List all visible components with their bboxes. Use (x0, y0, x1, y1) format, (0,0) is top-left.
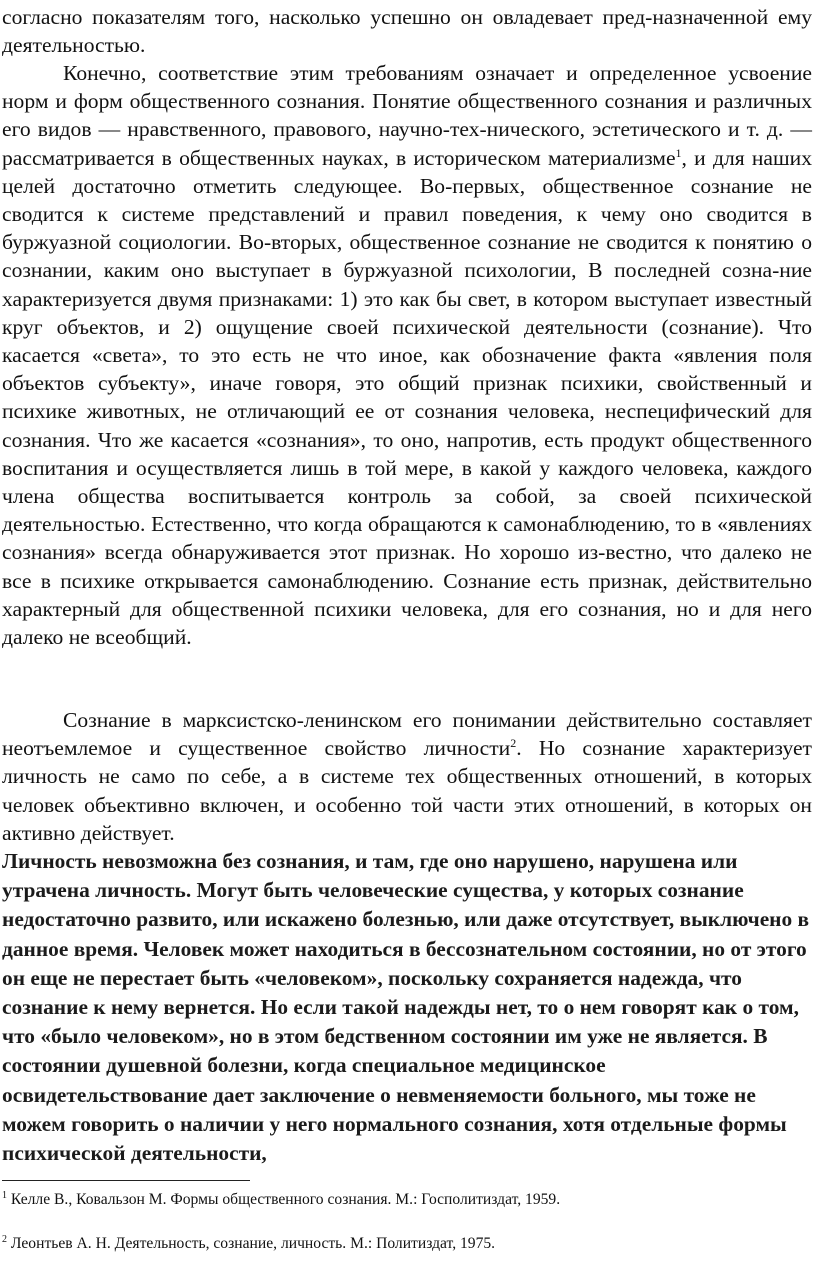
footnote-mark: 2 (2, 1233, 7, 1245)
paragraph-continuation: согласно показателям того, насколько успешно он овладевает пред-назначенной ему деятельностью. (2, 5, 812, 58)
paragraph-personality: Личность невозможна без сознания, и там, где оно нарушено, нарушена или утрачена личность. Могут быть человеческие существа, у которых сознание недостаточно развито, или искажено болезнью, или даже отсутствует, выключено в данное время. Человек может находиться в бессознательном состоянии, но от этого он еще не перестает быть «человеком», поскольку сохраняется надежда, что сознание к нему вернется. Но если такой надежды нет, то о нем говорят как о том, что «было человеком», но в этом бедственном состоянии им уже не является. В состоянии душевной болезни, когда специальное медицинское освидетельствование дает заключение о невменяемости больного, мы тоже не можем говорить о наличии у него нормального сознания, хотя отдельные формы психической деятельности, (2, 849, 810, 1166)
footnote-1 (2, 1191, 802, 1209)
paragraph-marxist-consciousness (2, 706, 812, 847)
footnote-text: Келле В., Ковальзон М. Формы общественного сознания. М.: Госполитиздат, 1959. (10, 1191, 561, 1208)
paragraph-text: Сознание в марксистско-ленинском его понимании действительно составляет неотъемлемое и существенное свойство личности (2, 708, 812, 761)
footnote-mark: 1 (2, 1189, 7, 1201)
paragraph-text: Конечно, соответствие этим требованиям означает и определенное усвоение норм и форм общественного сознания. Понятие общественного сознания и различных его видов — нравственного, правового, научно-тех-нического, эстетического и т. д. — рассматривается в общественных науках, в историческом материализме (2, 61, 812, 170)
footnote-text: Леонтьев А. Н. Деятельность, сознание, личность. М.: Политиздат, 1975. (10, 1235, 496, 1252)
paragraph-text: и для наших целей достаточно отметить следующее. Во-первых, общественное сознание не сводится к системе представлений и правил поведения, к чему оно сводится в буржуазной социологии. Во-вторых, общественное сознание не сводится к понятию о сознании, каким оно выступает в буржуазной психологии, В последней созна-ние характеризуется двумя признаками: 1) это как бы свет, в котором выступает известный круг объектов, и 2) ощущение своей психической деятельности (сознание). Что касается «света», то это есть не что иное, как обозначение факта «явления поля объектов субъекту», иначе говоря, это общий признак психики, свойственный и психике животных, не отличающий ее от сознания человека, неспецифический для сознания. Что же касается «сознания», то оно, напротив, есть продукт общественного воспитания и осуществляется лишь в той мере, в какой у каждого человека, каждого члена общества воспитывается контроль за собой, за своей психической деятельностью. Естественно, что когда обращаются к самонаблюдению, то в «явлениях сознания» всегда обнаруживается этот признак. Но хорошо из-вестно, что далеко не все в психике открывается самонаблюдению. Сознание есть признак, действительно характерный для общественной психики человека, для его сознания, но и для него далеко не всеобщий. (2, 145, 812, 650)
paragraph-social-consciousness: Конечно, соответствие этим требованиям означает и определенное усвоение норм и форм общественного сознания. Понятие общественного сознания и различных его видов — нравственного, правового, научно-тех-нического, эстетического и т. д. — рассматривается в общественных науках, в историческом материализме$^1$, и для наших целей достаточно отметить следующее. Во-первых, общественное сознание не сводится к системе представлений и правил поведения, к чему оно сводится в буржуазной социологии. Во-вторых, общественное сознание не сводится к понятию о сознании, каким оно выступает в буржуазной психологии, В последней созна-ние характеризуется двумя признаками: 1) это как бы свет, в котором выступает известный круг объектов, и 2) ощущение своей психической деятельности (сознание). Что касается «света», то это есть не что иное, как обозначение факта «явления поля объектов субъекту», иначе говоря, это общий признак психики, свойственный и психике животных, не отличающий ее от сознания человека, неспецифический для сознания. Что же касается «сознания», то оно, напротив, есть продукт общественного воспитания и осуществляется лишь в той мере, в какой у каждого человека, каждого члена общества воспитывается контроль за собой, за своей психической деятельностью. Естественно, что когда обращаются к самонаблюдению, то в «явлениях сознания» всегда обнаруживается этот признак. Но хорошо из-вестно, что далеко не все в психике открывается самонаблюдению. Сознание есть признак, действительно характерный для общественной психики человека, для его сознания, но и для него далеко не всеобщий. (2, 61, 812, 650)
footnote-ref-1[interactable]: 1 (675, 145, 682, 160)
footnote-2 (2, 1235, 802, 1253)
footnote-divider (2, 1180, 250, 1181)
footnote-ref-2[interactable]: 2 (510, 736, 517, 751)
paragraph-text: . Но сознание характеризует личность не само по себе, а в системе тех общественных отношений, в которых человек объективно включен, и особенно той части этих отношений, в которых он активно действует. (2, 736, 812, 845)
